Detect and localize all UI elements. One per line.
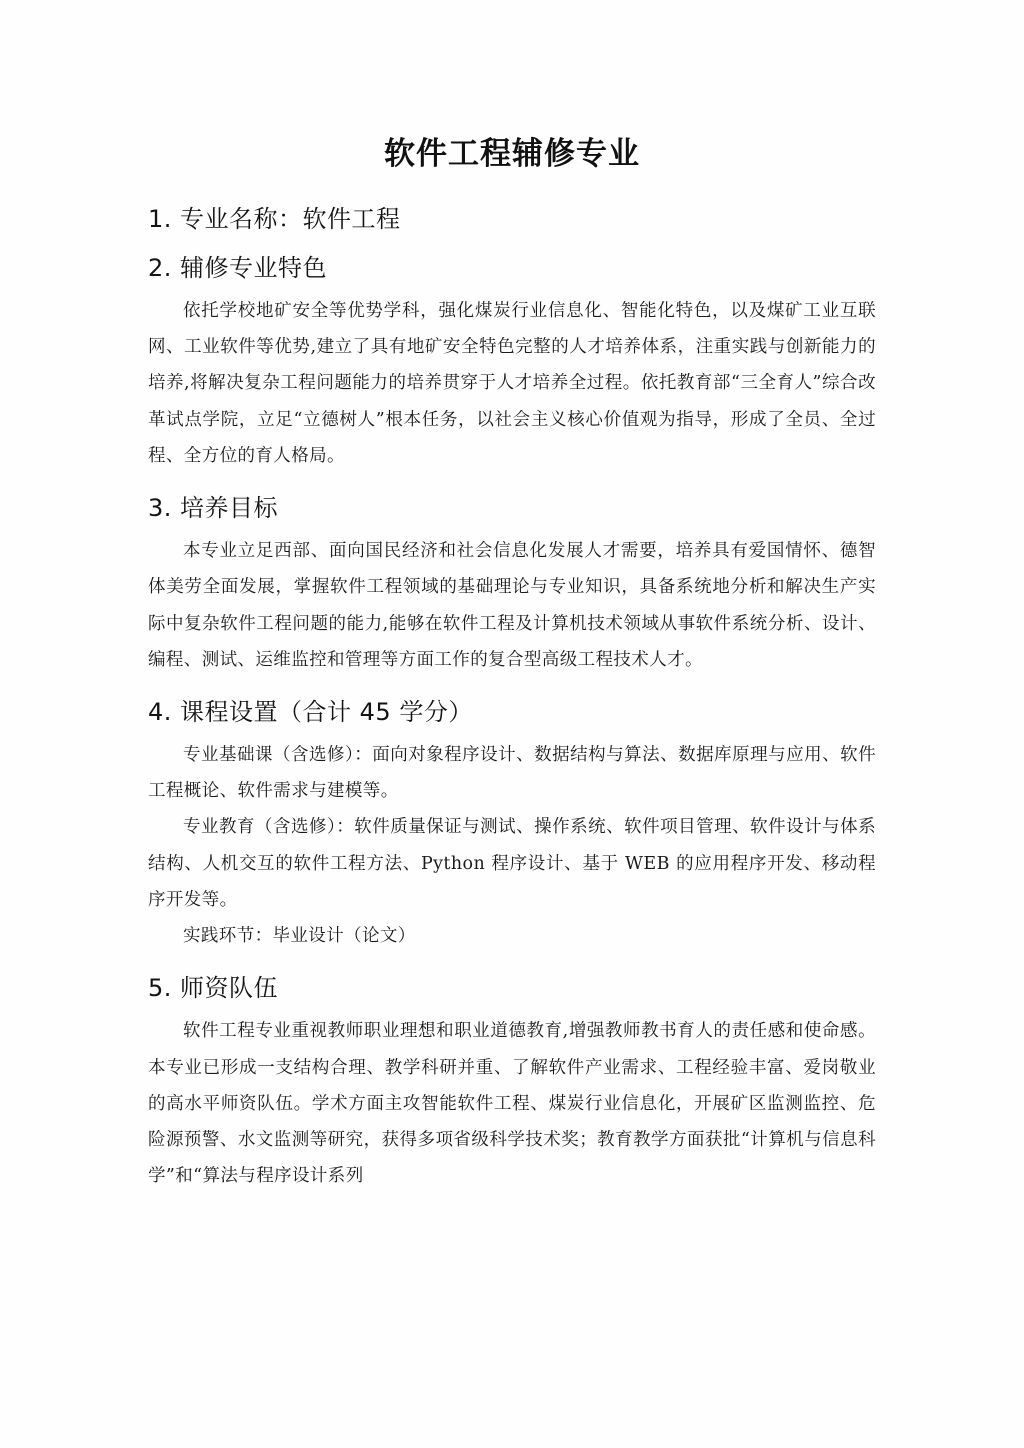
section-2-heading: 2. 辅修专业特色 (148, 254, 328, 282)
section-2-paragraph-1: 依托学校地矿安全等优势学科，强化煤炭行业信息化、智能化特色，以及煤矿工业互联网、工业软件等优势,建立了具有地矿安全特色完整的人才培养体系，注重实践与创新能力的培养,将解决复杂工程问题能力的培养贯穿于人才培养全过程。依托教育部“三全育人”综合改革试点学院，立足“立德树人”根本任务，以社会主义核心价值观为指导，形成了全员、全过程、全方位的育人格局。 (148, 301, 876, 466)
section-4-paragraph-1: 专业基础课（含选修）：面向对象程序设计、数据结构与算法、数据库原理与应用、软件工程概论、软件需求与建模等。 (148, 744, 876, 802)
section-5-paragraph-1: 软件工程专业重视教师职业理想和职业道德教育,增强教师教书育人的责任感和使命感。本专业已形成一支结构合理、教学科研并重、了解软件产业需求、工程经验丰富、爱岗敬业的高水平师资队伍。学术方面主攻智能软件工程、煤炭行业信息化，开展矿区监测监控、危险源预警、水文监测等研究，获得多项省级科学技术奖；教育教学方面获批“计算机与信息科学”和“算法与程序设计系列 (148, 1021, 876, 1187)
section-1-heading: 1. 专业名称：软件工程 (148, 205, 401, 233)
section-1 (148, 199, 876, 234)
section-4 (148, 692, 876, 954)
section-5 (148, 968, 876, 1194)
section-5-heading: 5. 师资队伍 (148, 974, 279, 1003)
section-3 (148, 488, 876, 678)
section-3-paragraph-1: 本专业立足西部、面向国民经济和社会信息化发展人才需要，培养具有爱国情怀、德智体美劳全面发展，掌握软件工程领域的基础理论与专业知识，具备系统地分析和解决生产实际中复杂软件工程问题的能力,能够在软件工程及计算机技术领域从事软件系统分析、设计、编程、测试、运维监控和管理等方面工作的复合型高级工程技术人才。 (148, 541, 876, 670)
section-4-paragraph-2: 专业教育（含选修）：软件质量保证与测试、操作系统、软件项目管理、软件设计与体系结构、人机交互的软件工程方法、Python 程序设计、基于 WEB 的应用程序开发、移动程序开发等。 (148, 817, 876, 910)
section-2 (148, 248, 876, 474)
section-4-heading: 4. 课程设置（合计 45 学分） (148, 697, 473, 726)
section-3-heading: 3. 培养目标 (148, 494, 279, 523)
section-4-paragraph-3: 实践环节：毕业设计（论文） (183, 926, 416, 947)
page-title: 软件工程辅修专业 (384, 136, 640, 172)
